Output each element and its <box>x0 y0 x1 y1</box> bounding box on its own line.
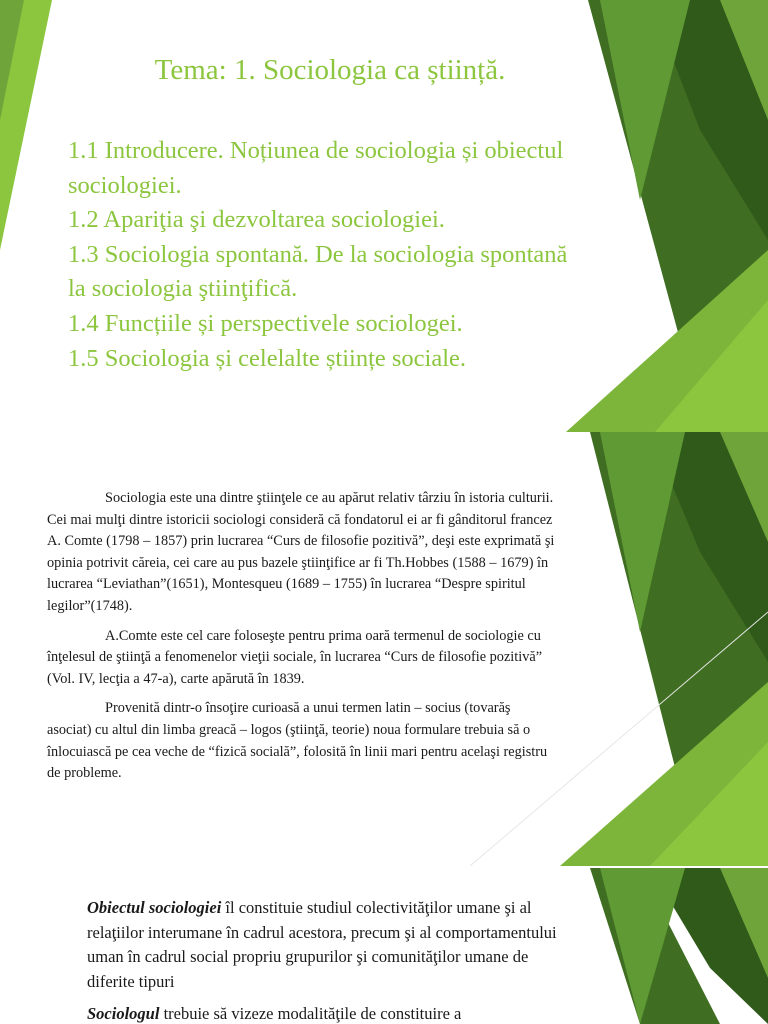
paragraph: Provenită dintr-o însoţire curioasă a unui termen latin – socius (tovarăş asociat) cu altul din limba greacă – logos (ştiinţă, teorie) noua formulare trebuia să o înlocuiască pe cea veche de “fizică socială”, folosită în linii mari pentru acelaşi registru de probleme. <box>47 700 548 782</box>
topics-list <box>68 134 588 376</box>
slide-3-text <box>87 896 565 1024</box>
list-item: 1.3 Sociologia spontană. De la sociologia spontană la sociologia ştiinţifică. <box>68 240 568 303</box>
slide-title: Tema: 1. Sociologia ca știință. <box>154 54 506 86</box>
paragraph <box>87 1002 565 1024</box>
list-item: 1.2 Apariţia şi dezvoltarea sociologiei. <box>68 206 445 234</box>
slide-1 <box>0 0 768 432</box>
list-item: 1.4 Funcțiile și perspectivele sociologei. <box>68 309 463 337</box>
paragraph-text: trebuie să vizeze modalităţile de constituire a <box>159 1004 462 1024</box>
term: Sociologul <box>87 1004 160 1024</box>
paragraph-text: îl constituie studiul colectivităţilor umane şi al relaţiilor interumane în cadrul acestora, precum şi al comportamentului uman în cadrul social propriu grupurilor şi comunităţilor umane de diferite tipuri <box>87 898 557 991</box>
list-item: 1.1 Introducere. Noțiunea de sociologia și obiectul sociologiei. <box>68 137 564 199</box>
paragraph: Sociologia este una dintre ştiinţele ce au apărut relativ târziu în istoria culturii. Cei mai mulţi dintre istoricii sociologi consideră că fondatorul ei ar fi gânditorul francez A. Comte (1798 – 1857) prin lucrarea “Curs de filosofie pozitivă”, deşi este exprimată şi opinia potrivit căreia, cei care au pus bazele ştiinţifice ar fi Th.Hobbes (1588 – 1679) în lucrarea “Leviathan”(1651), Montesqueu (1689 – 1755) în lucrarea “Despre spiritul legilor”(1748). <box>47 490 555 614</box>
paragraph: A.Comte este cel care foloseşte pentru prima oară termenul de sociologie cu înţelesul de ştiinţă a fenomenelor vieţii sociale, în lucrarea “Curs de filosofie pozitivă” (Vol. IV, lecţia a 47-a), carte apărută în 1839. <box>47 627 543 687</box>
term: Obiectul sociologiei <box>87 898 222 917</box>
slide-2-text <box>47 488 557 793</box>
slide-3 <box>0 868 768 1024</box>
list-item: 1.5 Sociologia și celelalte științe sociale. <box>68 344 467 372</box>
slide-2 <box>0 432 768 866</box>
paragraph <box>87 896 565 994</box>
